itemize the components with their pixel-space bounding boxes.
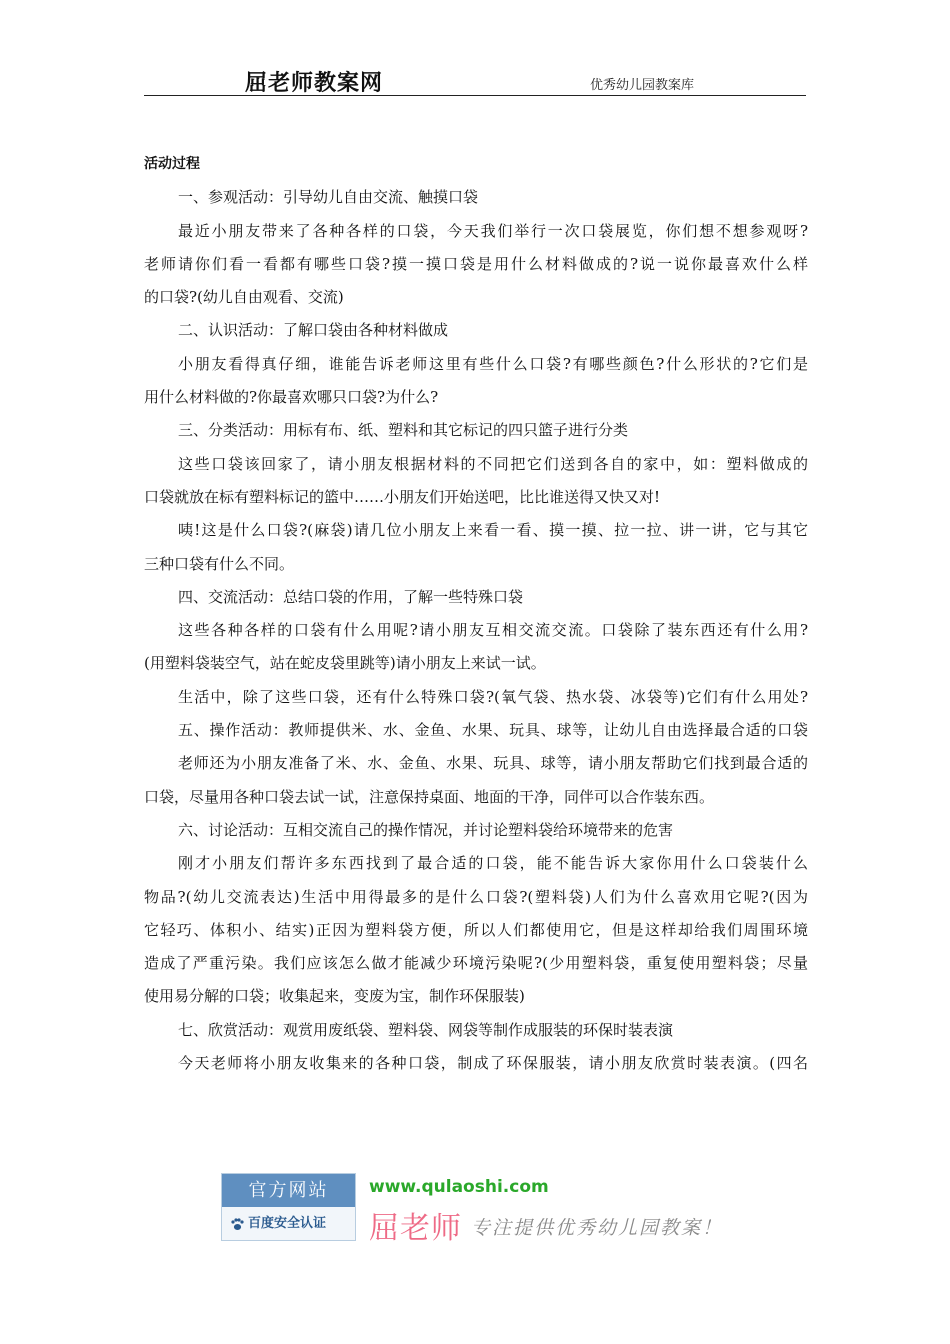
text-line: 老师请你们看一看都有哪些口袋?摸一摸口袋是用什么材料做成的?说一说你最喜欢什么样 [144,254,808,273]
text-line: 三种口袋有什么不同。 [144,554,295,573]
site-title: 屈老师教案网 [245,71,384,96]
official-site-badge[interactable] [221,1173,356,1241]
text-line: 老师还为小朋友准备了米、水、金鱼、水果、玩具、球等，请小朋友帮助它们找到最合适的 [178,754,808,773]
text-line: 口袋，尽量用各种口袋去试一试，注意保持桌面、地面的干净，同伴可以合作装东西。 [144,787,715,806]
brand-slogan: 专注提供优秀幼儿园教案！ [471,1217,724,1239]
text-line: 这些各种各样的口袋有什么用呢?请小朋友互相交流交流。口袋除了装东西还有什么用? [178,621,808,640]
text-line: 造成了严重污染。我们应该怎么做才能减少环境污染呢?(少用塑料袋，重复使用塑料袋；尽量 [144,954,808,973]
text-line: 六、讨论活动：互相交流自己的操作情况，并讨论塑料袋给环境带来的危害 [178,820,674,839]
footer-banner [221,1173,741,1246]
text-line: 咦!这是什么口袋?(麻袋)请几位小朋友上来看一看、摸一摸、拉一拉、讲一讲，它与其它 [178,521,808,540]
text-line: 五、操作活动：教师提供米、水、金鱼、水果、玩具、球等，让幼儿自由选择最合适的口袋 [178,721,808,740]
text-line: 今天老师将小朋友收集来的各种口袋，制成了环保服装，请小朋友欣赏时装表演。(四名 [178,1054,808,1073]
text-line: 七、欣赏活动：观赏用废纸袋、塑料袋、网袋等制作成服装的环保时装表演 [178,1020,674,1039]
text-line: 四、交流活动：总结口袋的作用，了解一些特殊口袋 [178,587,524,606]
badge-cert-label: 百度安全认证 [248,1216,327,1231]
site-subtitle: 优秀幼儿园教案库 [590,78,695,93]
text-line: (用塑料袋装空气，站在蛇皮袋里跳等)请小朋友上来试一试。 [144,654,546,673]
text-line: 用什么材料做的?你最喜欢哪只口袋?为什么? [144,388,439,407]
text-line: 二、认识活动：了解口袋由各种材料做成 [178,321,449,340]
text-line: 小朋友看得真仔细，谁能告诉老师这里有些什么口袋?有哪些颜色?什么形状的?它们是 [178,354,808,373]
text-line: 最近小朋友带来了各种各样的口袋，今天我们举行一次口袋展览，你们想不想参观呀? [178,221,808,240]
badge-certification [222,1207,355,1240]
text-line: 一、参观活动：引导幼儿自由交流、触摸口袋 [178,188,479,207]
section-heading: 活动过程 [144,156,200,172]
text-line: 三、分类活动：用标有布、纸、塑料和其它标记的四只篮子进行分类 [178,421,629,440]
text-line: 生活中，除了这些口袋，还有什么特殊口袋?(氧气袋、热水袋、冰袋等)它们有什么用处? [178,687,808,706]
baidu-paw-icon [230,1217,244,1231]
text-line: 这些口袋该回家了，请小朋友根据材料的不同把它们送到各自的家中，如：塑料做成的 [178,454,808,473]
text-line: 使用易分解的口袋；收集起来，变废为宝，制作环保服装) [144,987,525,1006]
lesson-body [144,148,808,1080]
text-line: 物品?(幼儿交流表达)生活中用得最多的是什么口袋?(塑料袋)人们为什么喜欢用它呢?(因为 [144,887,808,906]
badge-title: 官方网站 [222,1174,355,1207]
text-line: 刚才小朋友们帮许多东西找到了最合适的口袋，能不能告诉大家你用什么口袋装什么 [178,854,808,873]
text-line: 的口袋?(幼儿自由观看、交流) [144,288,344,307]
site-url-link[interactable]: www.qulaoshi.com [369,1177,549,1197]
text-line: 它轻巧、体积小、结实)正因为塑料袋方便，所以人们都使用它，但是这样却给我们周围环境 [144,920,808,939]
brand-logo-text: 屈老师 [369,1211,462,1246]
text-line: 口袋就放在标有塑料标记的篮中……小朋友们开始送吧，比比谁送得又快又对! [144,487,661,506]
page-header [144,62,806,96]
